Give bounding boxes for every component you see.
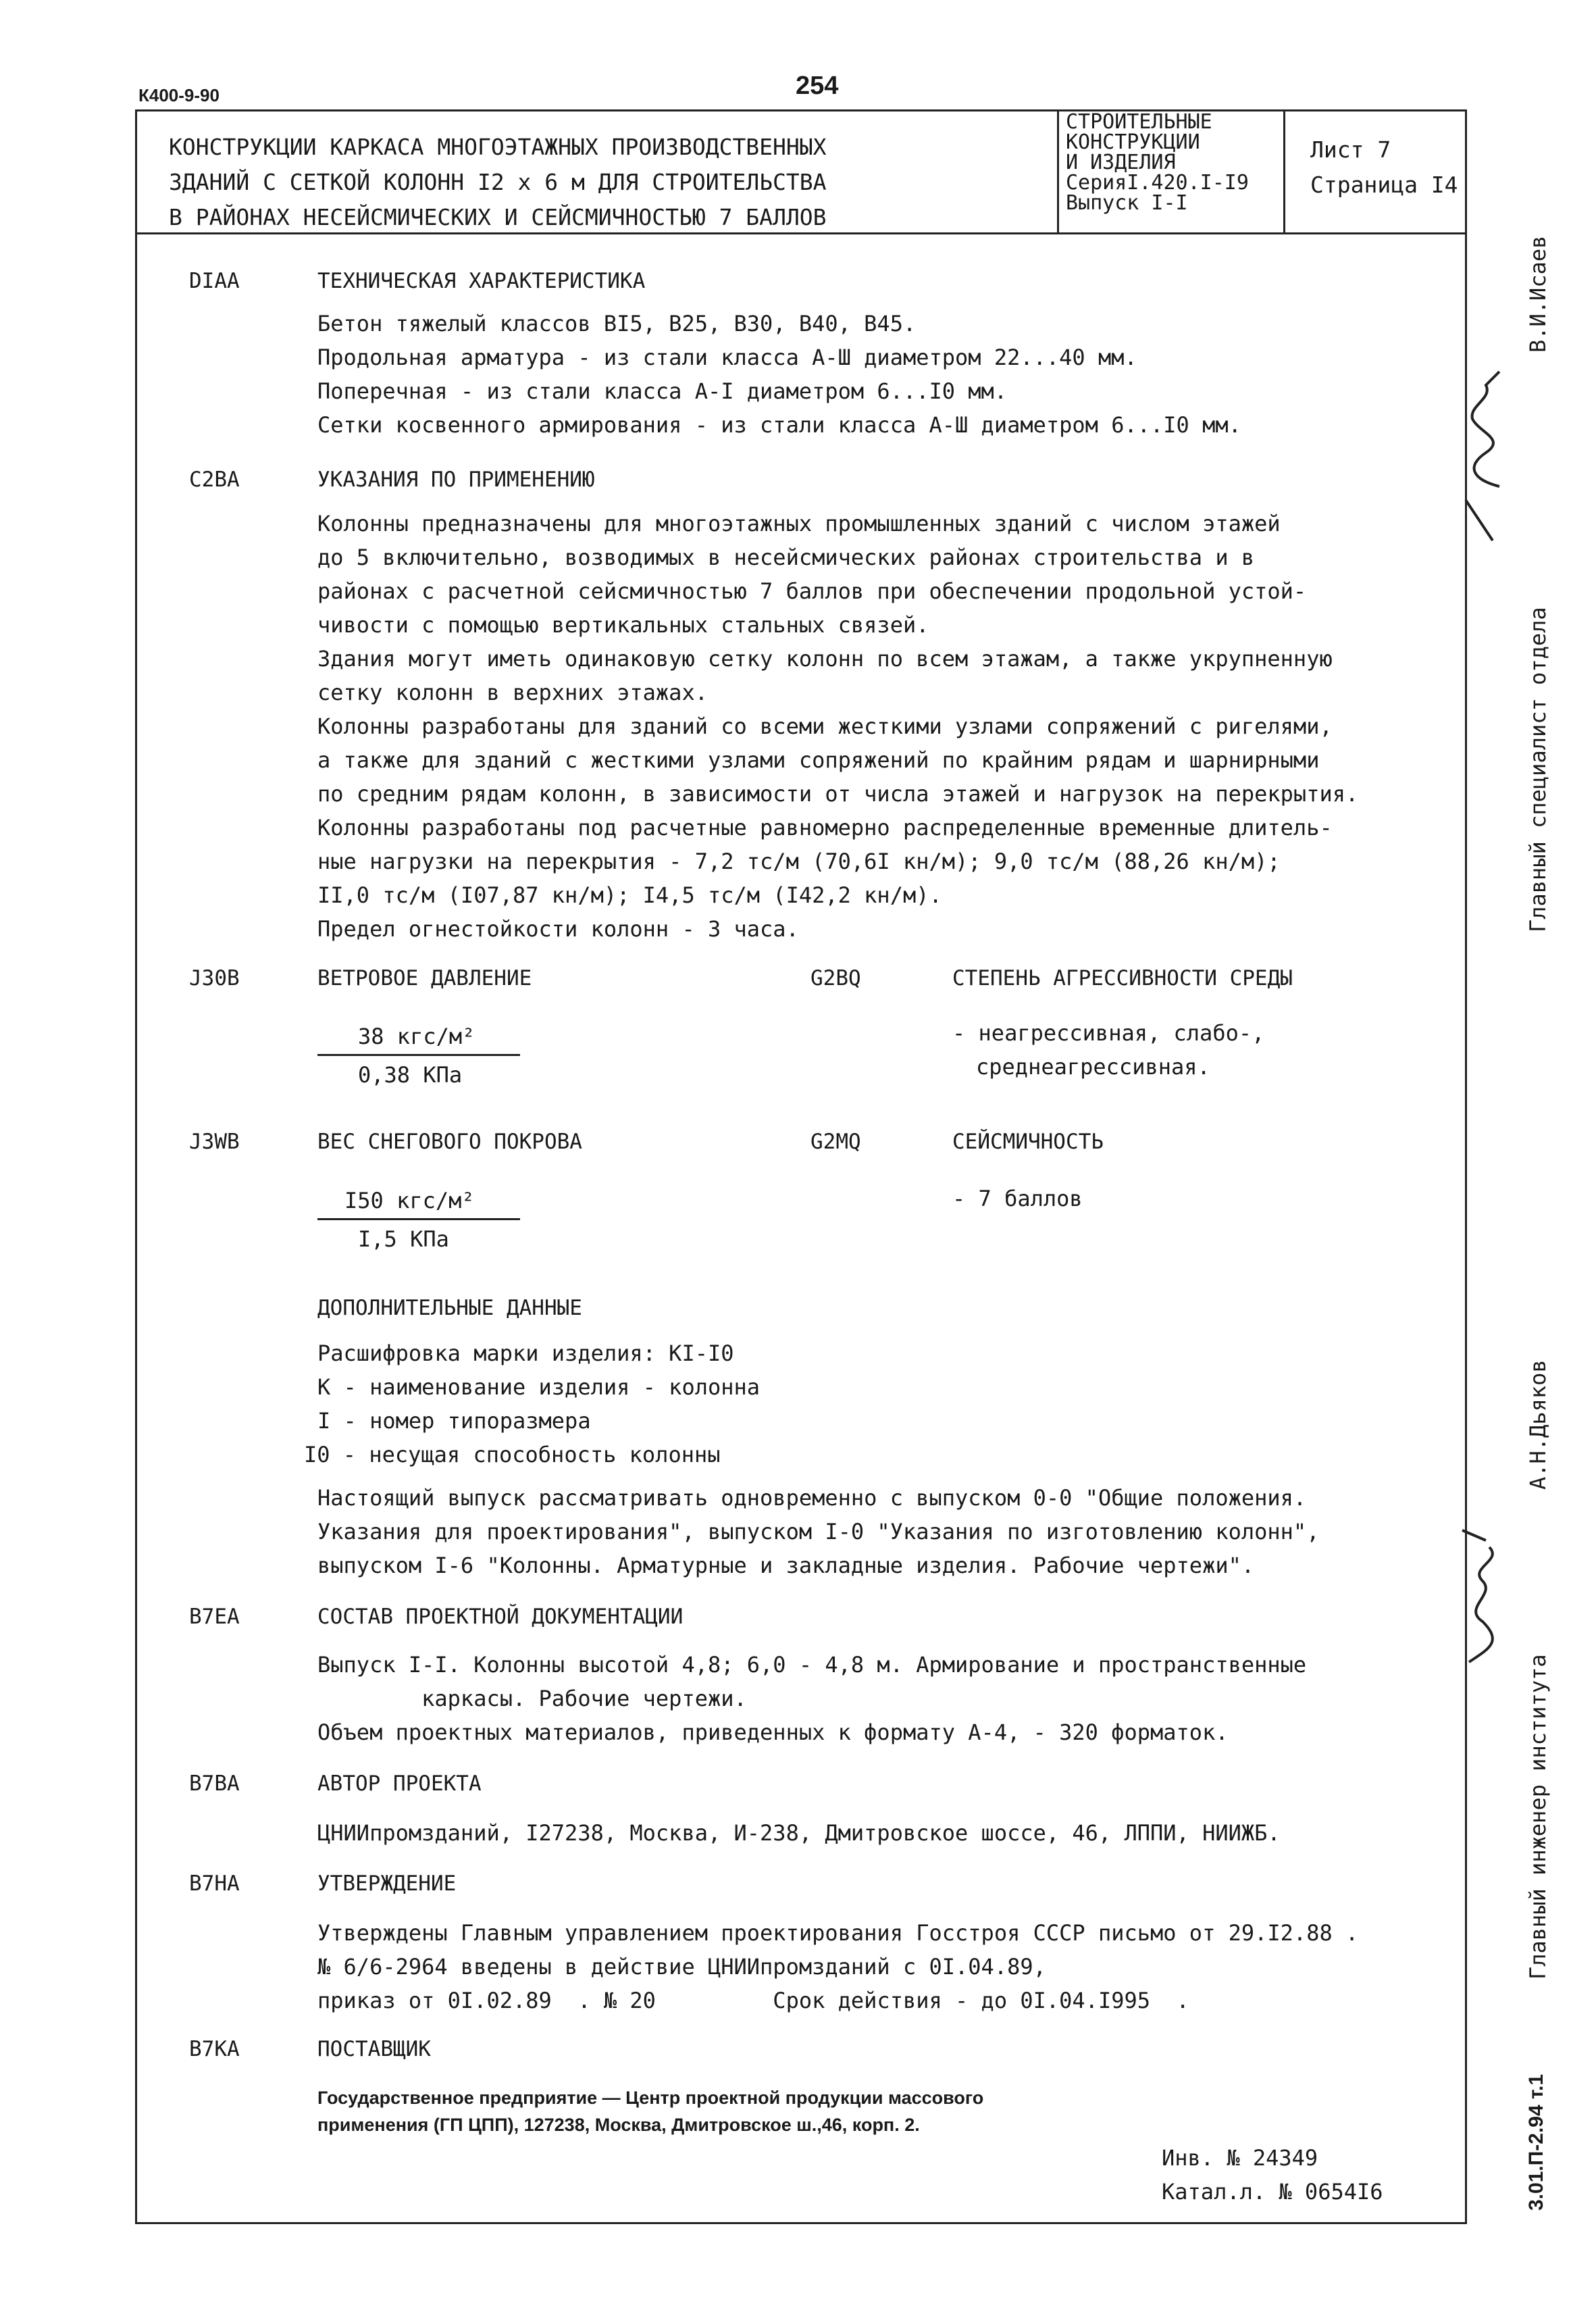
signer-role-isaev: Главный специалист отдела: [1525, 607, 1551, 932]
text-line: по средним рядам колонн, в зависимости от числа этажей и нагрузок на перекрытия.: [317, 781, 1359, 807]
section-title: ВЕС СНЕГОВОГО ПОКРОВА: [317, 1130, 582, 1154]
section-code: G2MQ: [810, 1130, 861, 1154]
fraction-line: [317, 1218, 520, 1220]
text-line: Настоящий выпуск рассматривать одновременно с выпуском 0-0 "Общие положения.: [317, 1485, 1307, 1511]
text-line: Объем проектных материалов, приведенных к формату А-4, - 320 форматок.: [317, 1719, 1229, 1745]
supplier-line: Государственное предприятие — Центр проектной продукции массового: [317, 2088, 984, 2108]
page-number: 254: [796, 72, 839, 100]
fraction-line: [317, 1054, 520, 1056]
section-code: B7EA: [189, 1605, 240, 1629]
text-line: районах с расчетной сейсмичностью 7 баллов при обеспечении продольной устой-: [317, 578, 1307, 604]
section-code: B7HA: [189, 1871, 240, 1896]
sheet-page: Страница I4: [1310, 172, 1458, 198]
snow-numerator: I50 кгс/м²: [344, 1188, 475, 1213]
inventory-number: Инв. № 24349: [1162, 2145, 1318, 2171]
text-line: среднеагрессивная.: [976, 1054, 1210, 1080]
header-title-line: В РАЙОНАХ НЕСЕЙСМИЧЕСКИХ И СЕЙСМИЧНОСТЬЮ 7 БАЛЛОВ: [169, 204, 827, 230]
signer-role-dyakov: Главный инженер института: [1525, 1654, 1551, 1980]
text-line: выпуском I-6 "Колонны. Арматурные и закладные изделия. Рабочие чертежи".: [317, 1553, 1255, 1578]
supplier-line: применения (ГП ЦПП), 127238, Москва, Дмитровское ш.,46, корп. 2.: [317, 2115, 920, 2135]
text-line: Предел огнестойкости колонн - 3 часа.: [317, 916, 799, 942]
text-line: № 6/6-2964 введены в действие ЦНИИпромзданий с 0I.04.89,: [317, 1954, 1046, 1980]
snow-denominator: I,5 КПа: [358, 1226, 449, 1252]
sheet-reference: 3.01.П-2.94 т.1: [1525, 2073, 1547, 2211]
section-code: B7KA: [189, 2037, 240, 2061]
signature-dyakov: [1456, 1527, 1513, 1676]
text-line: чивости с помощью вертикальных стальных связей.: [317, 612, 929, 638]
header-divider: [1057, 109, 1059, 234]
document-code: К400-9-90: [138, 85, 220, 105]
section-code: J3WB: [189, 1130, 240, 1154]
section-title: СЕЙСМИЧНОСТЬ: [952, 1130, 1104, 1154]
text-line: I - номер типоразмера: [317, 1408, 591, 1434]
text-line: ЦНИИпромзданий, I27238, Москва, И-238, Дмитровское шоссе, 46, ЛППИ, НИИЖБ.: [317, 1820, 1281, 1846]
series-line: СерияI.420.I-I9: [1066, 171, 1249, 195]
section-title: ТЕХНИЧЕСКАЯ ХАРАКТЕРИСТИКА: [317, 269, 646, 293]
section-title: ПОСТАВЩИК: [317, 2037, 431, 2061]
text-line: II,0 тс/м (I07,87 кн/м); I4,5 тс/м (I42,2 кн/м).: [317, 882, 942, 908]
text-line: Колонны разработаны для зданий со всеми жесткими узлами сопряжений с ригелями,: [317, 713, 1333, 739]
section-code: G2BQ: [810, 966, 861, 990]
series-line: Выпуск I-I: [1066, 191, 1188, 215]
wind-numerator: 38 кгс/м²: [358, 1024, 475, 1049]
catalog-number: Катал.л. № 0654I6: [1162, 2179, 1383, 2205]
section-title: УТВЕРЖДЕНИЕ: [317, 1871, 457, 1896]
header-divider: [1283, 109, 1285, 234]
wind-denominator: 0,38 КПа: [358, 1062, 463, 1088]
section-title: АВТОР ПРОЕКТА: [317, 1771, 482, 1796]
text-line: Выпуск I-I. Колонны высотой 4,8; 6,0 - 4,8 м. Армирование и пространственные: [317, 1652, 1307, 1678]
text-line: а также для зданий с жесткими узлами сопряжений по крайним рядам и шарнирными: [317, 747, 1320, 773]
signer-name-isaev: В.И.Исаев: [1525, 235, 1551, 353]
section-title: ВЕТРОВОЕ ДАВЛЕНИЕ: [317, 966, 532, 990]
text-line: приказ от 0I.02.89 . № 20 Срок действия - до 0I.04.I995 .: [317, 1988, 1189, 2013]
text-line: Колонны разработаны под расчетные равномерно распределенные временные длитель-: [317, 815, 1333, 840]
text-line: Продольная арматура - из стали класса А-Ш диаметром 22...40 мм.: [317, 345, 1137, 370]
section-title: СТЕПЕНЬ АГРЕССИВНОСТИ СРЕДЫ: [952, 966, 1293, 990]
section-code: J30B: [189, 966, 240, 990]
text-line: Сетки косвенного армирования - из стали класса А-Ш диаметром 6...I0 мм.: [317, 412, 1241, 438]
section-title: СОСТАВ ПРОЕКТНОЙ ДОКУМЕНТАЦИИ: [317, 1605, 684, 1629]
seismicity-value: - 7 баллов: [952, 1186, 1083, 1211]
section-code: B7BA: [189, 1771, 240, 1796]
sheet-number: Лист 7: [1310, 136, 1391, 163]
header-title-line: КОНСТРУКЦИИ КАРКАСА МНОГОЭТАЖНЫХ ПРОИЗВОДСТВЕННЫХ: [169, 134, 827, 160]
text-line: I0 - несущая способность колонны: [304, 1442, 721, 1467]
text-line: Утверждены Главным управлением проектирования Госстроя СССР письмо от 29.I2.88 .: [317, 1920, 1359, 1946]
series-line: КОНСТРУКЦИИ: [1066, 130, 1200, 154]
text-line: Поперечная - из стали класса А-I диаметром 6...I0 мм.: [317, 378, 1008, 404]
text-line: Указания для проектирования", выпуском I-0 "Указания по изготовлению колонн",: [317, 1519, 1320, 1544]
text-line: ные нагрузки на перекрытия - 7,2 тс/м (70,6I кн/м); 9,0 тс/м (88,26 кн/м);: [317, 849, 1281, 874]
header-series: [1066, 112, 1281, 213]
section-title: УКАЗАНИЯ ПО ПРИМЕНЕНИЮ: [317, 468, 595, 492]
text-line: Здания могут иметь одинаковую сетку колонн по всем этажам, а также укрупненную: [317, 646, 1333, 672]
text-line: Расшифровка марки изделия: КI-I0: [317, 1340, 734, 1366]
text-line: Бетон тяжелый классов BI5, B25, B30, B40, B45.: [317, 311, 917, 336]
text-line: К - наименование изделия - колонна: [317, 1374, 761, 1400]
text-line: - неагрессивная, слабо-,: [952, 1020, 1265, 1046]
header-title-line: ЗДАНИЙ С СЕТКОЙ КОЛОНН I2 x 6 м ДЛЯ СТРОИТЕЛЬСТВА: [169, 169, 827, 195]
section-code: C2BA: [189, 468, 240, 492]
section-title: ДОПОЛНИТЕЛЬНЫЕ ДАННЫЕ: [317, 1296, 582, 1320]
section-code: DIAA: [189, 269, 240, 293]
header-sheet: [1310, 132, 1458, 203]
series-line: СТРОИТЕЛЬНЫЕ: [1066, 110, 1212, 134]
text-line: Колонны предназначены для многоэтажных промышленных зданий с числом этажей: [317, 511, 1281, 536]
signature-isaev: [1452, 358, 1513, 547]
series-line: И ИЗДЕЛИЯ: [1066, 151, 1176, 174]
text-line: сетку колонн в верхних этажах.: [317, 680, 708, 705]
text-line: каркасы. Рабочие чертежи.: [317, 1686, 747, 1711]
text-line: до 5 включительно, возводимых в несейсмических районах строительства и в: [317, 545, 1255, 570]
header-title: [169, 130, 1033, 235]
signer-name-dyakov: А.Н.Дьяков: [1525, 1359, 1551, 1490]
